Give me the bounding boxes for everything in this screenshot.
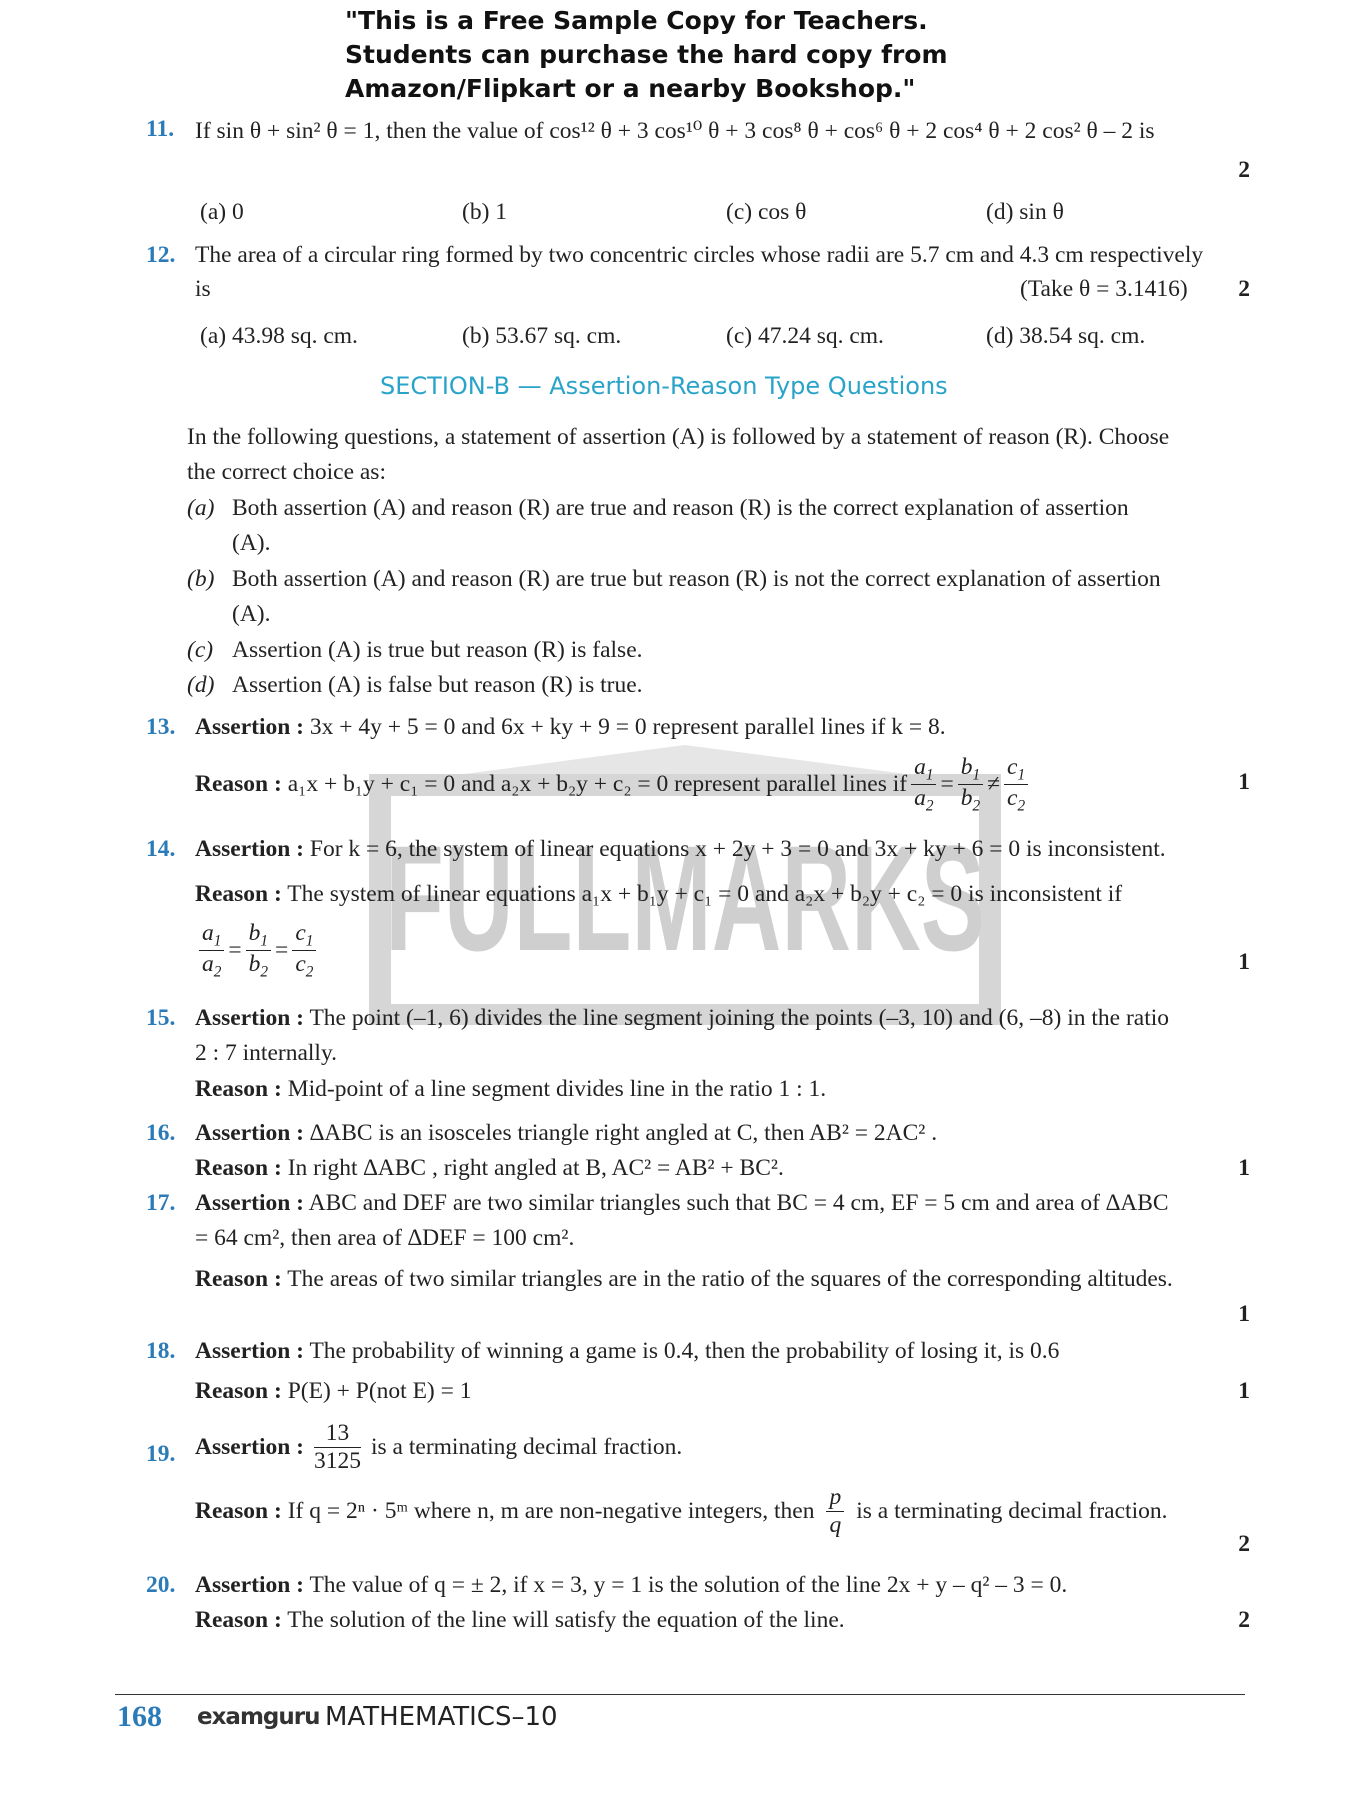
- banner-line: "This is a Free Sample Copy for Teachers.: [345, 6, 928, 35]
- assertion-text: The value of q = ± 2, if x = 3, y = 1 is the solution of the line 2x + y – q² – 3 = 0.: [309, 1572, 1068, 1598]
- choice-label: (c): [187, 637, 214, 663]
- question-number: 15.: [146, 1005, 176, 1031]
- fraction-13-3125: [314, 1420, 361, 1475]
- assertion-label: Assertion :: [195, 1434, 304, 1461]
- marks: 1: [1238, 1155, 1250, 1181]
- question-text: If sin θ + sin² θ = 1, then the value of cos¹² θ + 3 cos¹⁰ θ + 3 cos⁸ θ + cos⁶ θ + 2 cos⁴ θ + 2 cos² θ – 2 is: [195, 118, 1155, 144]
- reason-label: Reason :: [195, 1076, 282, 1102]
- book-title: MATHEMATICS–10: [325, 1702, 558, 1732]
- assertion-label: Assertion :: [195, 1120, 304, 1146]
- option-d: (d) 38.54 sq. cm.: [986, 323, 1146, 349]
- assertion-text: ∆ABC is an isosceles triangle right angled at C, then AB² = 2AC² .: [309, 1120, 938, 1146]
- option-c: (c) cos θ: [726, 199, 807, 225]
- marks: 1: [1238, 769, 1250, 795]
- question-number: 20.: [146, 1572, 176, 1598]
- publisher-logo: examguru: [197, 1704, 320, 1730]
- reason: Reason : a₁x + b₁y + c₁ = 0 and a₂x + b₂y + c₂ = 0 represent parallel lines if $\frac{a_1}{a_2}$ = $\frac{b_1}{b_2}$ ≠ $\frac{c_1}{c_2}$: [195, 754, 1032, 816]
- reason-text: In right ∆ABC , right angled at B, AC² = AB² + BC².: [287, 1155, 784, 1181]
- question-number: 18.: [146, 1338, 176, 1364]
- option-d: (d) sin θ: [986, 199, 1064, 225]
- question-note: (Take θ = 3.1416): [1020, 276, 1188, 302]
- assertion: [195, 714, 946, 741]
- choice-label: (b): [187, 566, 215, 592]
- assertion-label: Assertion :: [195, 1005, 304, 1031]
- fraction-b1-b2: $\frac{b_1}{b_2}$: [958, 754, 983, 816]
- section-heading: SECTION-B — Assertion-Reason Type Questions: [380, 372, 948, 400]
- reason: [195, 1378, 472, 1405]
- footer-divider: [115, 1694, 1245, 1695]
- assertion: [195, 1420, 682, 1475]
- fraction-denominator: 3125: [314, 1448, 361, 1475]
- condition-fractions: $\frac{a_1}{a_2}$ = $\frac{b_1}{b_2}$ = $\frac{c_1}{c_2}$: [195, 920, 320, 982]
- question-text: The area of a circular ring formed by two concentric circles whose radii are 5.7 cm and 4.3 cm respectively: [195, 242, 1204, 268]
- marks: 1: [1238, 1378, 1250, 1404]
- assertion-text: 3x + 4y + 5 = 0 and 6x + ky + 9 = 0 represent parallel lines if k = 8.: [309, 714, 946, 740]
- assertion-text: The point (–1, 6) divides the line segment joining the points (–3, 10) and (6, –8) in the ratio: [309, 1005, 1170, 1031]
- marks: 1: [1238, 1301, 1250, 1327]
- reason-text: The solution of the line will satisfy the equation of the line.: [287, 1607, 845, 1633]
- assertion-label: Assertion :: [195, 714, 304, 740]
- assertion-text: ABC and DEF are two similar triangles such that BC = 4 cm, EF = 5 cm and area of ∆ABC: [308, 1190, 1169, 1216]
- option-c: (c) 47.24 sq. cm.: [726, 323, 884, 349]
- reason-text: The system of linear equations a₁x + b₁y + c₁ = 0 and a₂x + b₂y + c₂ = 0 is inconsistent if: [287, 881, 1123, 907]
- reason: [195, 1607, 845, 1634]
- question-number: 12.: [146, 242, 176, 268]
- fraction-c1-c2: $\frac{c_1}{c_2}$: [1004, 754, 1028, 816]
- watermark-text: FULLMARKS: [385, 814, 985, 982]
- reason: [195, 881, 1122, 908]
- fraction-c1-c2: $\frac{c_1}{c_2}$: [292, 920, 316, 982]
- reason: [195, 1266, 1173, 1293]
- fraction-a1-a2: $\frac{a_1}{a_2}$: [199, 920, 224, 982]
- reason-text-end: is a terminating decimal fraction.: [856, 1498, 1168, 1525]
- assertion-label: Assertion :: [195, 1338, 304, 1364]
- reason: [195, 1155, 784, 1182]
- reason-text: Mid-point of a line segment divides line in the ratio 1 : 1.: [287, 1076, 827, 1102]
- question-number: 13.: [146, 714, 176, 740]
- reason-label: Reason :: [195, 1155, 282, 1181]
- assertion-label: Assertion :: [195, 836, 304, 862]
- reason-text: The areas of two similar triangles are in the ratio of the squares of the corresponding altitudes.: [287, 1266, 1173, 1292]
- assertion-text-cont: = 64 cm², then area of ∆DEF = 100 cm².: [195, 1225, 575, 1251]
- reason-label: Reason :: [195, 1607, 282, 1633]
- instructions-line: In the following questions, a statement of assertion (A) is followed by a statement of reason (R). Choose: [187, 424, 1170, 450]
- marks: 2: [1238, 1607, 1250, 1633]
- choice-text: Both assertion (A) and reason (R) are true but reason (R) is not the correct explanation of assertion: [232, 566, 1161, 592]
- reason-label: Reason :: [195, 1266, 282, 1292]
- question-text-cont: is: [195, 276, 211, 302]
- choice-text: Assertion (A) is false but reason (R) is true.: [232, 672, 643, 698]
- instructions-line: the correct choice as:: [187, 459, 386, 485]
- marks: 2: [1238, 1531, 1250, 1557]
- marks: 1: [1238, 949, 1250, 975]
- choice-text: Both assertion (A) and reason (R) are true and reason (R) is the correct explanation of assertion: [232, 495, 1129, 521]
- assertion: [195, 1005, 1169, 1032]
- reason-label: Reason :: [195, 1498, 282, 1525]
- marks: 2: [1238, 276, 1250, 302]
- question-number: 16.: [146, 1120, 176, 1146]
- fraction-numerator: 13: [314, 1420, 361, 1448]
- reason: [195, 1484, 1167, 1539]
- reason-label: Reason :: [195, 1378, 282, 1404]
- option-a: (a) 0: [200, 199, 244, 225]
- assertion-label: Assertion :: [195, 1572, 304, 1598]
- banner-line: Amazon/Flipkart or a nearby Bookshop.": [345, 74, 916, 103]
- option-b: (b) 53.67 sq. cm.: [462, 323, 622, 349]
- choice-text: Assertion (A) is true but reason (R) is false.: [232, 637, 643, 663]
- page-number: 168: [117, 1700, 162, 1733]
- fraction-b1-b2: $\frac{b_1}{b_2}$: [246, 920, 271, 982]
- question-number: 19.: [146, 1441, 176, 1467]
- reason: [195, 1076, 826, 1103]
- choice-label: (d): [187, 672, 215, 698]
- assertion: [195, 1190, 1169, 1217]
- assertion-text: is a terminating decimal fraction.: [371, 1434, 683, 1461]
- sample-copy-banner: [345, 4, 1105, 106]
- question-number: 17.: [146, 1190, 176, 1216]
- reason-label: Reason :: [195, 771, 282, 798]
- banner-line: Students can purchase the hard copy from: [345, 40, 948, 69]
- reason-label: Reason :: [195, 881, 282, 907]
- marks: 2: [1238, 157, 1250, 183]
- choice-text: (A).: [232, 601, 271, 627]
- option-b: (b) 1: [462, 199, 508, 225]
- reason-text: If q = 2ⁿ · 5ᵐ where n, m are non-negative integers, then: [287, 1498, 815, 1525]
- fraction-a1-a2: $\frac{a_1}{a_2}$: [911, 754, 936, 816]
- question-number: 11.: [146, 116, 175, 142]
- question-number: 14.: [146, 836, 176, 862]
- assertion-label: Assertion :: [195, 1190, 304, 1216]
- reason-text: a₁x + b₁y + c₁ = 0 and a₂x + b₂y + c₂ = 0 represent parallel lines if: [287, 771, 908, 798]
- reason-text: P(E) + P(not E) = 1: [287, 1378, 472, 1404]
- assertion-text-cont: 2 : 7 internally.: [195, 1040, 338, 1066]
- choice-text: (A).: [232, 530, 271, 556]
- option-a: (a) 43.98 sq. cm.: [200, 323, 358, 349]
- assertion: [195, 836, 1166, 863]
- assertion-text: For k = 6, the system of linear equations x + 2y + 3 = 0 and 3x + ky + 6 = 0 is inconsistent.: [309, 836, 1166, 862]
- assertion: [195, 1120, 937, 1147]
- choice-label: (a): [187, 495, 215, 521]
- assertion-text: The probability of winning a game is 0.4, then the probability of losing it, is 0.6: [309, 1338, 1060, 1364]
- assertion: [195, 1572, 1067, 1599]
- fraction-p-q: $\frac{p}{q}$: [826, 1484, 844, 1539]
- assertion: [195, 1338, 1059, 1365]
